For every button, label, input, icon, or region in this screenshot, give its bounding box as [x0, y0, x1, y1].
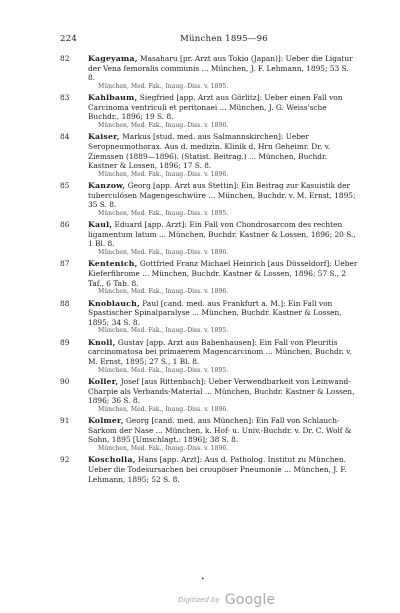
faculty-note: München, Med. Fak., Inaug.-Diss. v. 1896. — [98, 121, 229, 129]
entry-text: Georg [app. Arzt aus Stettin]: Ein Beitrag zur Kasuistik der tuberculösen Magengeschwüre ... München, Buchdr. v. M. Ernst, 1895; 35 S. 8. — [88, 181, 356, 210]
entry-number: 92 — [60, 455, 70, 465]
list-item — [60, 132, 358, 179]
entry-text: Josef [aus Rittenbach]: Ueber Verwendbarkeit von Leinwand-Charpie als Verbands-Material ... München, Buchdr. Kastner & Lossen, 1896; 36 S. 8. — [88, 376, 355, 406]
author-name: Knoll, — [88, 337, 116, 347]
list-item — [60, 416, 358, 453]
faculty-note: München, Med. Fak., Inaug.-Diss. v. 1895. — [98, 82, 229, 90]
faculty-note: München, Med. Fak., Inaug.-Diss. v. 1895. — [98, 366, 229, 374]
list-item — [60, 259, 358, 296]
author-name: Kanzow, — [88, 181, 126, 191]
entry-number: 88 — [60, 298, 70, 308]
entry-text: Georg [cand. med. aus München]: Ein Fall von Schlauch-Sarkom der Nase ... München, k. Hof- u. Univ.-Buchdr. v. Dr. C. Wolf & Sohn, 1895 [Umschlagt.: 1896]; 38 S. 8. — [88, 416, 352, 445]
entry-number: 85 — [60, 181, 70, 191]
list-item — [60, 338, 358, 375]
faculty-note: München, Med. Fak., Inaug.-Diss. v. 1896. — [98, 288, 229, 296]
author-name: Kageyama, — [88, 54, 138, 63]
list-item — [60, 181, 358, 218]
google-watermark — [178, 589, 275, 608]
faculty-note: München, Med. Fak., Inaug.-Diss. v. 1896. — [98, 444, 229, 452]
author-name: Kaiser, — [88, 132, 120, 142]
entry-number: 89 — [60, 337, 70, 347]
faculty-note: München, Med. Fak., Inaug.-Diss. v. 1896. — [98, 405, 229, 413]
page-dot: • — [201, 576, 205, 583]
list-item — [60, 93, 358, 130]
faculty-note: München, Med. Fak., Inaug.-Diss. v. 1895. — [98, 327, 229, 335]
google-logo: Google — [224, 592, 276, 608]
page-number: 224 — [60, 34, 78, 44]
list-item — [60, 220, 358, 257]
faculty-note: München, Med. Fak., Inaug.-Diss. v. 1895. — [98, 209, 229, 217]
entry-text: Hans [app. Arzt]: Aus d. Patholog. Institut zu München. Ueber die Todesursachen bei croupöser Pneumonie ... München, J. F. Lehmann, 1895; 52 S. 8. — [88, 455, 347, 484]
list-item — [60, 54, 358, 91]
list-item — [60, 377, 358, 414]
faculty-note: München, Med. Fak., Inaug.-Diss. v. 1896. — [98, 170, 229, 178]
entry-text: Gottfried Franz Michael Heinrich [aus Düsseldorf]: Ueber Kieferfibrome ... München, Buchdr. Kastner & Lossen, 1896; 57 S., 2 Taf., 6 Tab. 8. — [88, 259, 358, 288]
entry-text: Gustav [app. Arzt aus Babenhausen]: Ein Fall von Pleuritis carcinomatosa bei primaerem Magencarcinom ... München, Buchdr. v. M. Ernst, 1895; 27 S., 1 Bl. 8. — [88, 337, 352, 366]
author-name: Kolmer, — [88, 416, 124, 426]
entry-number: 87 — [60, 259, 70, 269]
entry-number: 82 — [60, 54, 70, 63]
list-item — [60, 299, 358, 336]
dissertation-list — [60, 54, 358, 486]
entry-text: Siegfried [app. Arzt aus Görlitz]: Ueber einen Fall von Carcinoma ventriculi et peritonaei ... München, J. G. Weiss'sche Buchdr., 1896; 19 S. 8. — [88, 93, 343, 122]
entry-text: Markus [stud. med. aus Salmannskirchen]: Ueber Seropneumothorax. Aus d. medizin. Klinik d. Hrn Geheimr. Dr. v. Ziemssen (1889—1896). (Statist. Beitrag.) ... München, Buchdr. Kastner & Lossen, 1896; 17 S. 8. — [88, 132, 331, 171]
entry-number: 84 — [60, 132, 70, 142]
author-name: Kentenich, — [88, 259, 138, 269]
list-item — [60, 455, 358, 484]
entry-text: Masaharu [pr. Arzt aus Tokio (Japan)]: Ueber die Ligatur der Vena femoralis communis ... München, J. F. Lehmann, 1895; 53 S. 8. — [88, 54, 353, 83]
entry-text: Eduard [app. Arzt]: Ein Fall von Chondrosarcom des rechten ligamentum latum ... München, Buchdr. Kastner & Lossen, 1896; 20 S., 1 Bl. 8. — [88, 220, 356, 249]
watermark-prefix: Digitized by — [178, 596, 220, 604]
entry-number: 90 — [60, 376, 70, 386]
author-name: Koller, — [88, 376, 119, 386]
author-name: Koscholla, — [88, 455, 136, 465]
entry-number: 83 — [60, 93, 70, 103]
entry-number: 91 — [60, 416, 70, 426]
author-name: Kaul, — [88, 220, 113, 230]
entry-text: Paul [cand. med. aus Frankfurt a. M.]: Ein Fall von Spastischer Spinalparalyse ... München, Buchdr. Kastner & Lossen, 1895; 34 S. 8. — [88, 298, 342, 327]
faculty-note: München, Med. Fak., Inaug.-Diss. v. 1896. — [98, 249, 229, 257]
author-name: Kahlbaum, — [88, 93, 138, 103]
running-title: München 1895—96 — [180, 34, 268, 44]
entry-number: 86 — [60, 220, 70, 230]
author-name: Knoblauch, — [88, 298, 140, 308]
